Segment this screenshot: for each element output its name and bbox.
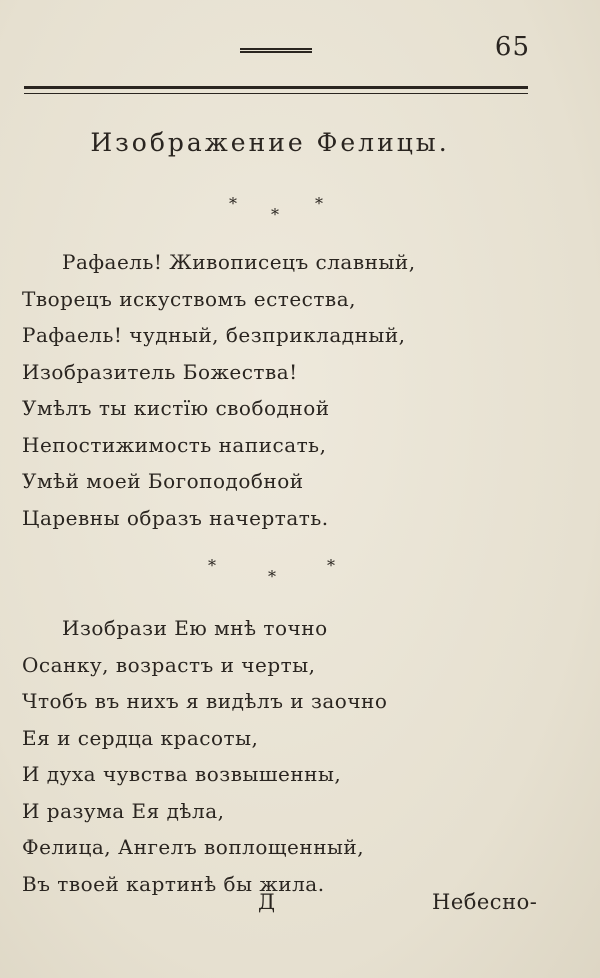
asterism-star: * bbox=[271, 205, 279, 224]
stanza-2 bbox=[22, 610, 387, 902]
verse-line: И духа чувства возвышенны, bbox=[22, 762, 342, 786]
verse-line: Рафаель! чудный, безприкладный, bbox=[22, 323, 406, 347]
verse-line: Изобразитель Божества! bbox=[22, 359, 298, 384]
page-number: 65 bbox=[494, 32, 530, 62]
verse-line: И разума Ея дѣла, bbox=[22, 798, 225, 823]
asterism-star: * bbox=[315, 194, 323, 213]
verse-line: Умѣй моей Богоподобной bbox=[22, 469, 304, 493]
poem-title: Изображение Фелицы. bbox=[90, 128, 450, 157]
verse-line: Фелица, Ангелъ воплощенный, bbox=[22, 835, 365, 859]
header-short-rule bbox=[240, 48, 312, 53]
verse-line: Рафаель! Живописецъ славный, bbox=[62, 250, 416, 274]
header-double-rule bbox=[24, 86, 528, 94]
verse-line: Творецъ искуствомъ естества, bbox=[22, 286, 356, 311]
asterism-star: * bbox=[208, 556, 216, 575]
verse-line: Изобрази Ею мнѣ точно bbox=[62, 616, 328, 640]
verse-line: Непостижимость написать, bbox=[22, 432, 327, 457]
asterism-star: * bbox=[268, 567, 276, 586]
verse-line: Осанку, возрастъ и черты, bbox=[22, 652, 316, 677]
verse-line: Умѣлъ ты кистїю свободной bbox=[22, 396, 330, 420]
verse-line: Ея и сердца красоты, bbox=[22, 725, 259, 750]
verse-line: Чтобъ въ нихъ я видѣлъ и заочно bbox=[22, 689, 388, 713]
signature-mark: Д bbox=[258, 890, 276, 914]
catchword: Небесно- bbox=[432, 890, 538, 914]
verse-line: Въ твоей картинѣ бы жила. bbox=[22, 871, 325, 896]
asterism-star: * bbox=[229, 194, 237, 213]
verse-line: Царевны образъ начертать. bbox=[22, 505, 329, 530]
stanza-1 bbox=[22, 244, 416, 536]
asterism-star: * bbox=[327, 556, 335, 575]
